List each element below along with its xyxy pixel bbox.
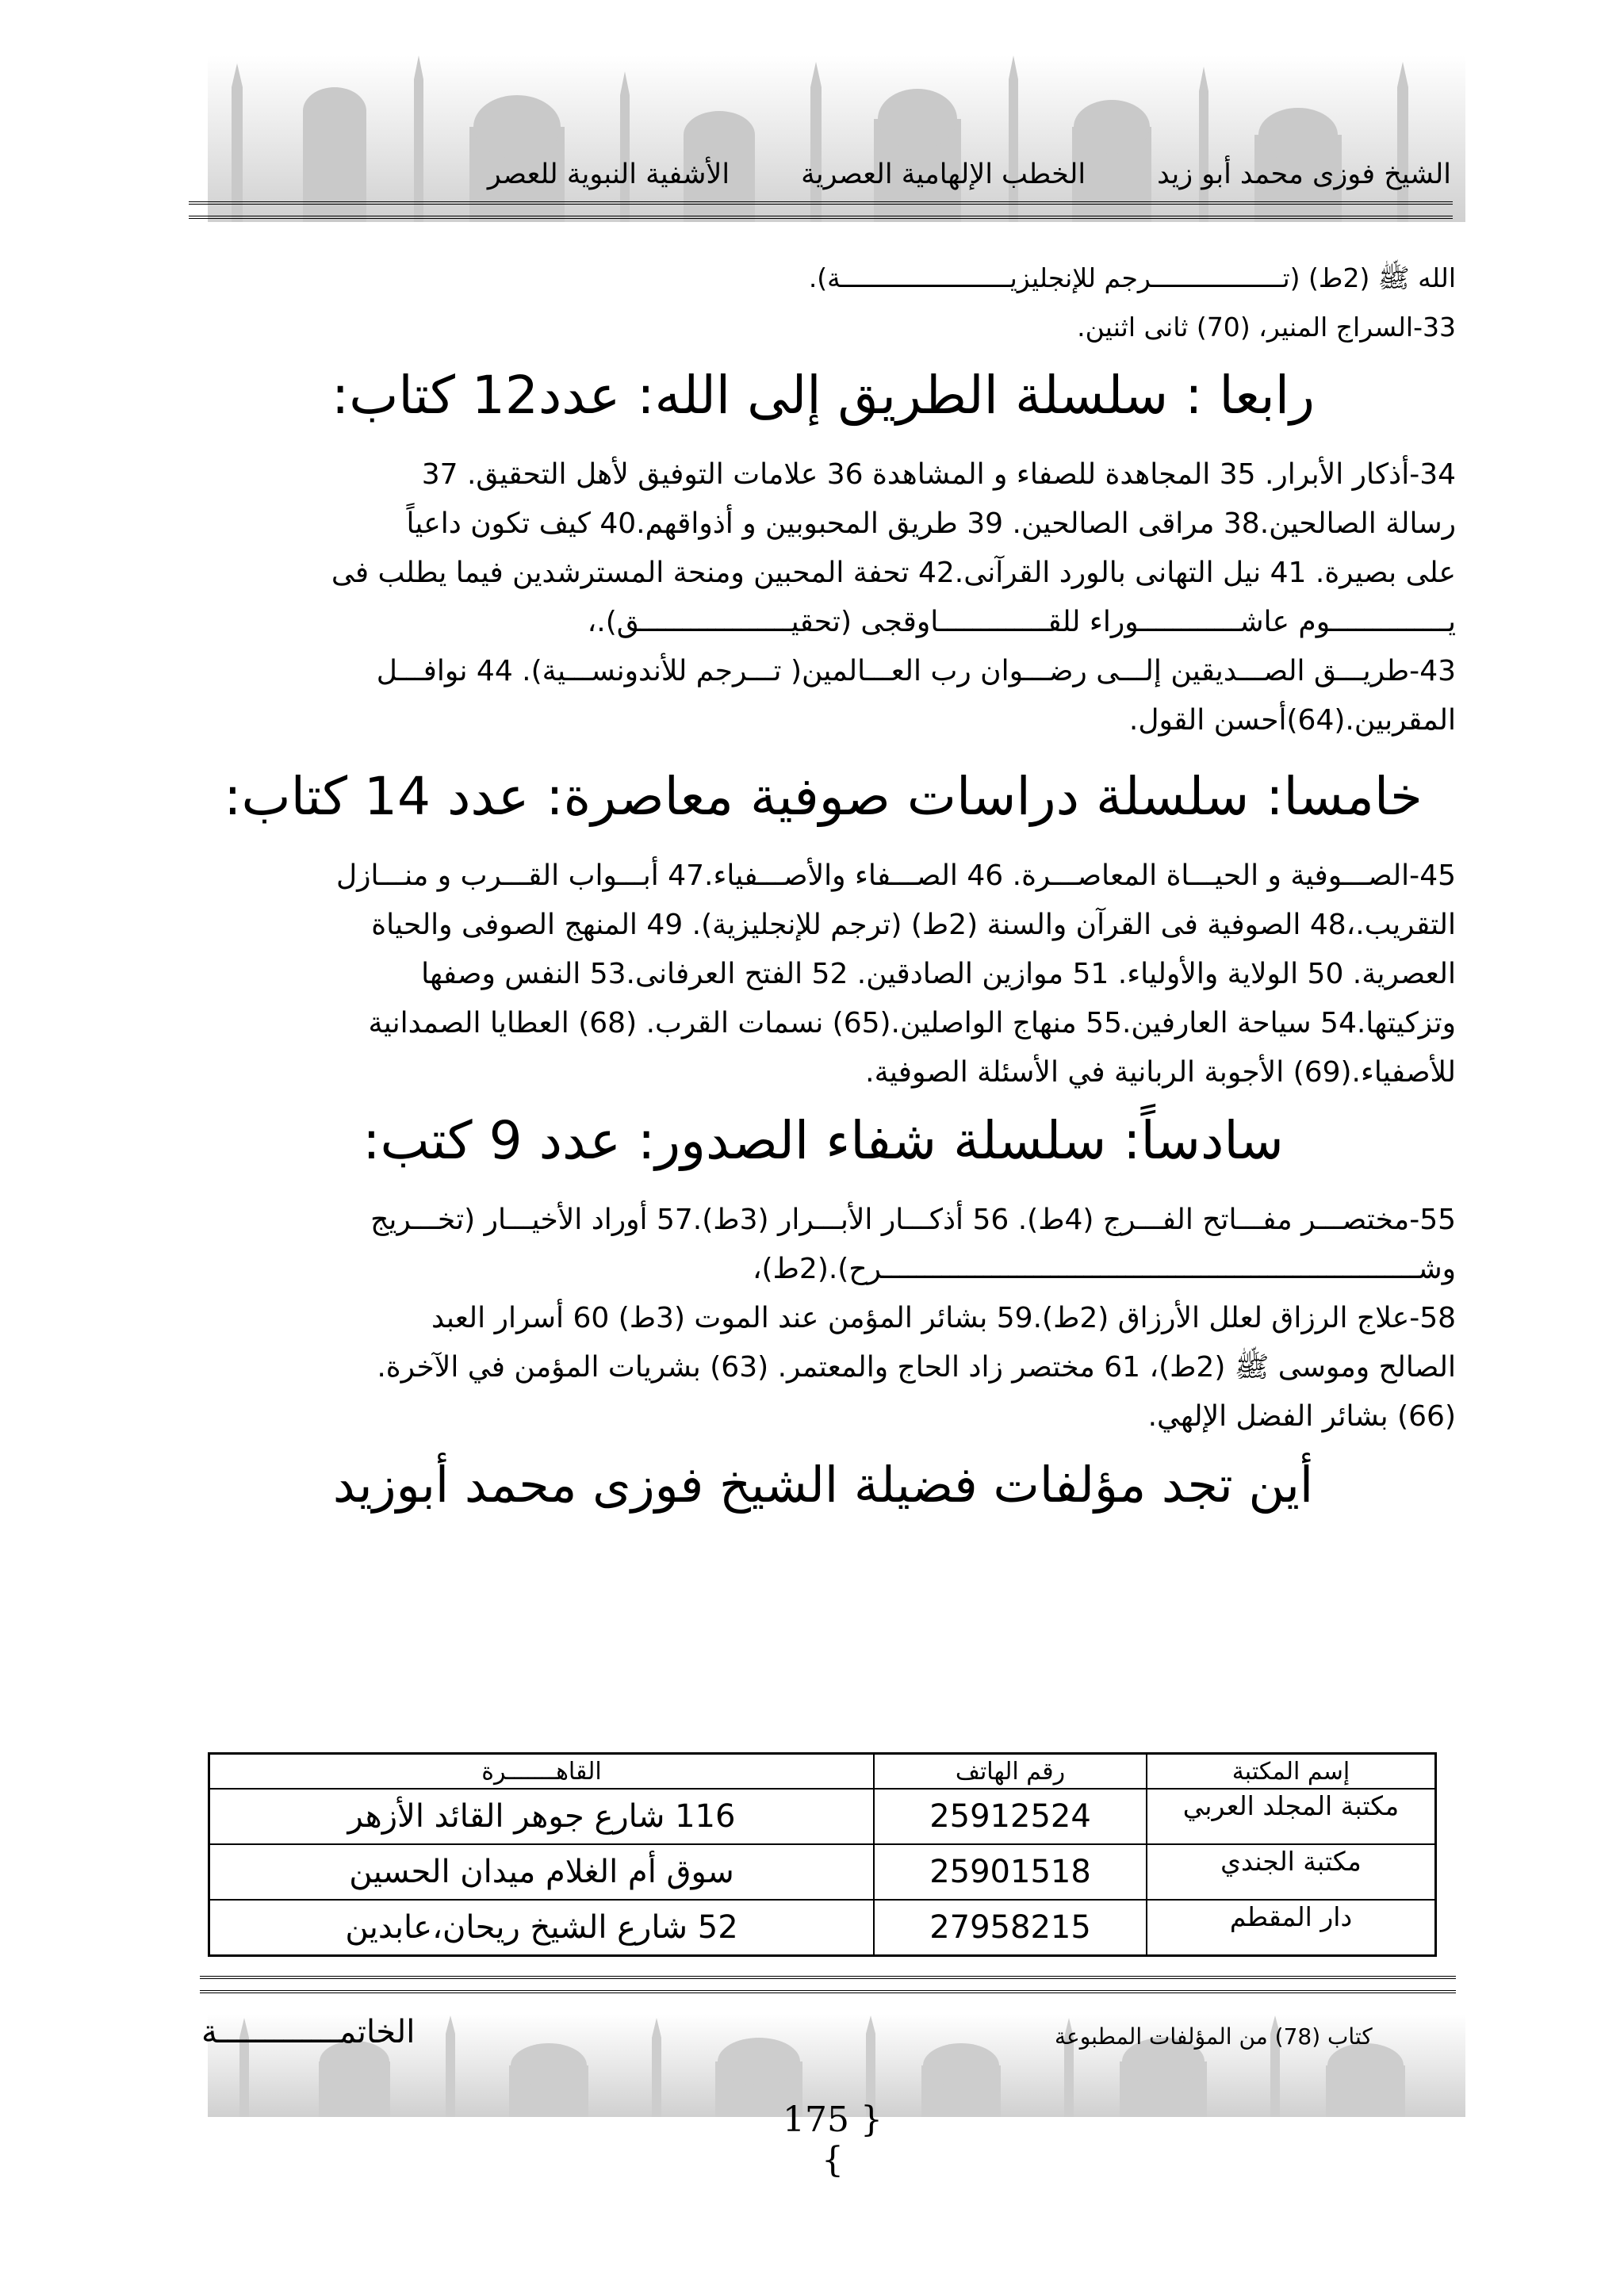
section-heading-6: سادساً: سلسلة شفاء الصدور: عدد 9 كتب: [362,1110,1284,1171]
library-address: سوق أم الغلام ميدان الحسين [209,1844,875,1900]
footer-chapter-title: الخاتمـــــــــــــة [201,2014,416,2050]
section5-line: العصرية. 50 الولاية والأولياء. 51 موازين الصادقين. 52 الفتح العرفانى.53 النفس وصفها [421,958,1456,990]
section-heading-4: رابعا : سلسلة الطريق إلى الله: عدد12 كتاب: [331,365,1315,426]
section5-line: وتزكيتها.54 سياحة العارفين.55 منهاج الواصلين.(65) نسمات القرب. (68) العطايا الصمدانية [368,1007,1456,1039]
footer-book-count: كتاب (78) من المؤلفات المطبوعة [1055,2023,1373,2050]
table-row [209,1900,1436,1956]
library-phone: 27958215 [874,1900,1147,1956]
section4-line: المقربين.(64)أحسن القول. [1128,704,1456,737]
section5-line: للأصفياء.(69) الأجوبة الربانية في الأسئلة الصوفية. [865,1056,1456,1089]
page-body [190,254,1456,1540]
library-name: مكتبة المجلد العربي [1147,1789,1436,1844]
library-address: 116 شارع جوهر القائد الأزهر [209,1789,875,1844]
running-header [214,151,1459,198]
header-author: الشيخ فوزى محمد أبو زيد [1157,159,1451,190]
column-header-library: إسم المكتبة [1147,1754,1436,1790]
footer-divider [200,1976,1456,1993]
section4-line: على بصيرة. 41 نيل التهانى بالورد القرآنى.42 تحفة المحبين ومنحة المسترشدين فيما يطلب فى [331,557,1456,589]
library-phone: 25901518 [874,1844,1147,1900]
section4-line: يــــــــــــــوم عاشــــــــــــوراء للقـــــــــــــاوقجى (تحقيــــــــــــــــــق).، [587,606,1456,638]
section-heading-5: خامسا: سلسلة دراسات صوفية معاصرة: عدد 14 كتاب: [224,766,1423,827]
section5-line: 45-الصـــوفية و الحيـــاة المعاصـــرة. 46 الصـــفاء والأصـــفياء.47 أبـــواب القـــرب و منـــازل [336,859,1456,892]
section4-line: 34-أذكار الأبرار. 35 المجاهدة للصفاء و المشاهدة 36 علامات التوفيق لأهل التحقيق. 37 [421,458,1456,491]
page-number: { 175 } [783,2100,883,2180]
header-series: الخطب الإلهامية العصرية [801,159,1086,190]
section6-line: 58-علاج الرزاق لعلل الأرزاق (2ط).59 بشائر المؤمن عند الموت (3ط) 60 أسرار العبد [431,1302,1456,1334]
section4-line: 43-طريـــق الصـــديقين إلـــى رضـــوان رب العـــالمين( تـــرجم للأندونســـية). 44 نوافـــل [376,655,1456,687]
where-to-find-heading: أين تجد مؤلفات فضيلة الشيخ فوزى محمد أبوزيد [332,1456,1314,1514]
library-address: 52 شارع الشيخ ريحان،عابدين [209,1900,875,1956]
table-row [209,1844,1436,1900]
column-header-phone: رقم الهاتف [874,1754,1147,1790]
header-book-title: الأشفية النبوية للعصر [487,159,730,190]
table-header-row [209,1754,1436,1790]
bookstores-table [208,1752,1437,1957]
header-divider [189,201,1453,219]
section6-line: (66) بشائر الفضل الإلهي. [1147,1400,1456,1433]
body-line-1: الله ﷺ (2ط) (تـــــــــــــــــرجم للإنجليزيــــــــــــــــــــــة). [808,262,1456,293]
column-header-address: القاهـــــــرة [209,1754,875,1790]
library-name: مكتبة الجندي [1147,1844,1436,1900]
section6-line: الصالح وموسى ﷺ (2ط)، 61 مختصر زاد الحاج والمعتمر. (63) بشريات المؤمن في الآخرة. [377,1351,1456,1384]
table-row [209,1789,1436,1844]
section5-line: التقريب.،48 الصوفية فى القرآن والسنة (2ط) (ترجم للإنجليزية). 49 المنهج الصوفى والحياة [371,909,1456,941]
body-line-2: 33-السراج المنير، (70) ثانى اثنين. [1077,312,1456,343]
library-name: دار المقطم [1147,1900,1436,1956]
section6-line: وشــــــــــــــــــــــــــــــــــــــــــــــــــــــــــــــــرح).(2ط)، [752,1253,1456,1285]
section6-line: 55-مختصـــر مفـــاتح الفـــرج (4ط). 56 أذكـــار الأبـــرار (3ط).57 أوراد الأخيـــار (تخـــريج [370,1204,1456,1236]
section4-line: رسالة الصالحين.38 مراقى الصالحين. 39 طريق المحبوبين و أذواقهم.40 كيف تكون داعياً [406,507,1456,540]
library-phone: 25912524 [874,1789,1147,1844]
